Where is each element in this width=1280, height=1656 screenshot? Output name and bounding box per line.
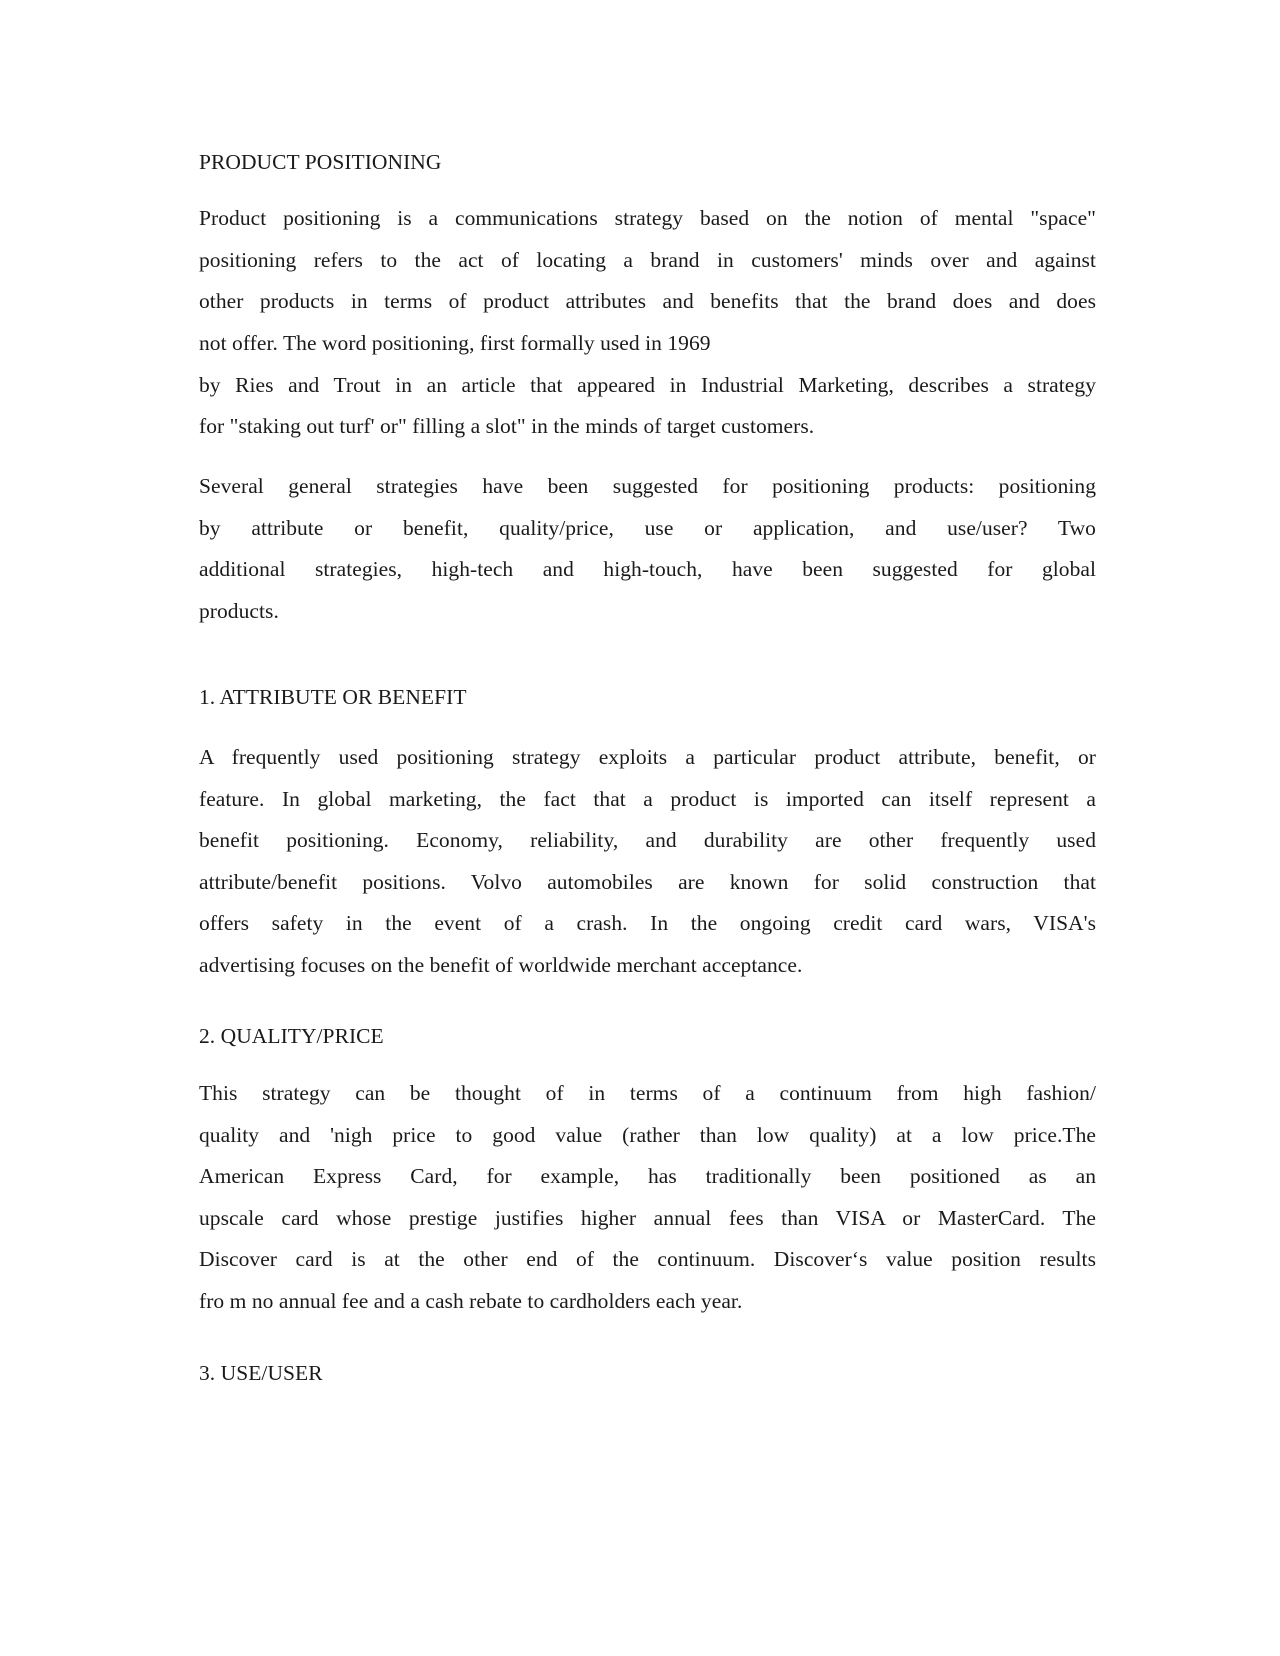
section-heading-use-user: 3. USE/USER <box>199 1361 323 1385</box>
section-heading-quality-price: 2. QUALITY/PRICE <box>199 1024 384 1048</box>
attribute-benefit-paragraph <box>199 737 1096 986</box>
document-title: PRODUCT POSITIONING <box>199 150 442 174</box>
paragraph-line: attribute/benefit positions. Volvo automobiles are known for solid construction that <box>199 869 1096 894</box>
paragraph-line: fro m no annual fee and a cash rebate to cardholders each year. <box>199 1288 743 1313</box>
paragraph-line: American Express Card, for example, has traditionally been positioned as an <box>199 1164 1096 1188</box>
paragraph-line: not offer. The word positioning, first formally used in 1969 <box>199 330 711 355</box>
paragraph-line: feature. In global marketing, the fact that a product is imported can itself represent a <box>199 786 1096 811</box>
section-heading-attribute-benefit: 1. ATTRIBUTE OR BENEFIT <box>199 685 467 709</box>
paragraph-line: This strategy can be thought of in terms of a continuum from high fashion/ <box>199 1081 1096 1105</box>
paragraph-line: Product positioning is a communications strategy based on the notion of mental "space" <box>199 206 1096 230</box>
paragraph-line: advertising focuses on the benefit of worldwide merchant acceptance. <box>199 952 803 977</box>
strategies-paragraph <box>199 466 1096 632</box>
paragraph-line: offers safety in the event of a crash. In the ongoing credit card wars, VISA's <box>199 911 1096 935</box>
paragraph-line: benefit positioning. Economy, reliability, and durability are other frequently used <box>199 828 1096 852</box>
paragraph-line: other products in terms of product attributes and benefits that the brand does and does <box>199 289 1096 313</box>
paragraph-line: by Ries and Trout in an article that appeared in Industrial Marketing, describes a strategy <box>199 373 1096 397</box>
paragraph-line: A frequently used positioning strategy exploits a particular product attribute, benefit, or <box>199 745 1096 769</box>
paragraph-line: by attribute or benefit, quality/price, use or application, and use/user? Two <box>199 515 1096 540</box>
paragraph-line: for "staking out turf' or" filling a slot" in the minds of target customers. <box>199 414 815 438</box>
paragraph-line: upscale card whose prestige justifies higher annual fees than VISA or MasterCard. The <box>199 1205 1096 1230</box>
paragraph-line: additional strategies, high-tech and high-touch, have been suggested for global <box>199 557 1096 581</box>
paragraph-line: Discover card is at the other end of the continuum. Discover‘s value position results <box>199 1247 1096 1271</box>
paragraph-line: positioning refers to the act of locating a brand in customers' minds over and against <box>199 247 1096 272</box>
paragraph-line: quality and 'nigh price to good value (rather than low quality) at a low price.The <box>199 1122 1096 1147</box>
intro-paragraph <box>199 198 1096 448</box>
quality-price-paragraph <box>199 1073 1096 1322</box>
paragraph-line: products. <box>199 598 279 623</box>
paragraph-line: Several general strategies have been suggested for positioning products: positioning <box>199 474 1096 498</box>
